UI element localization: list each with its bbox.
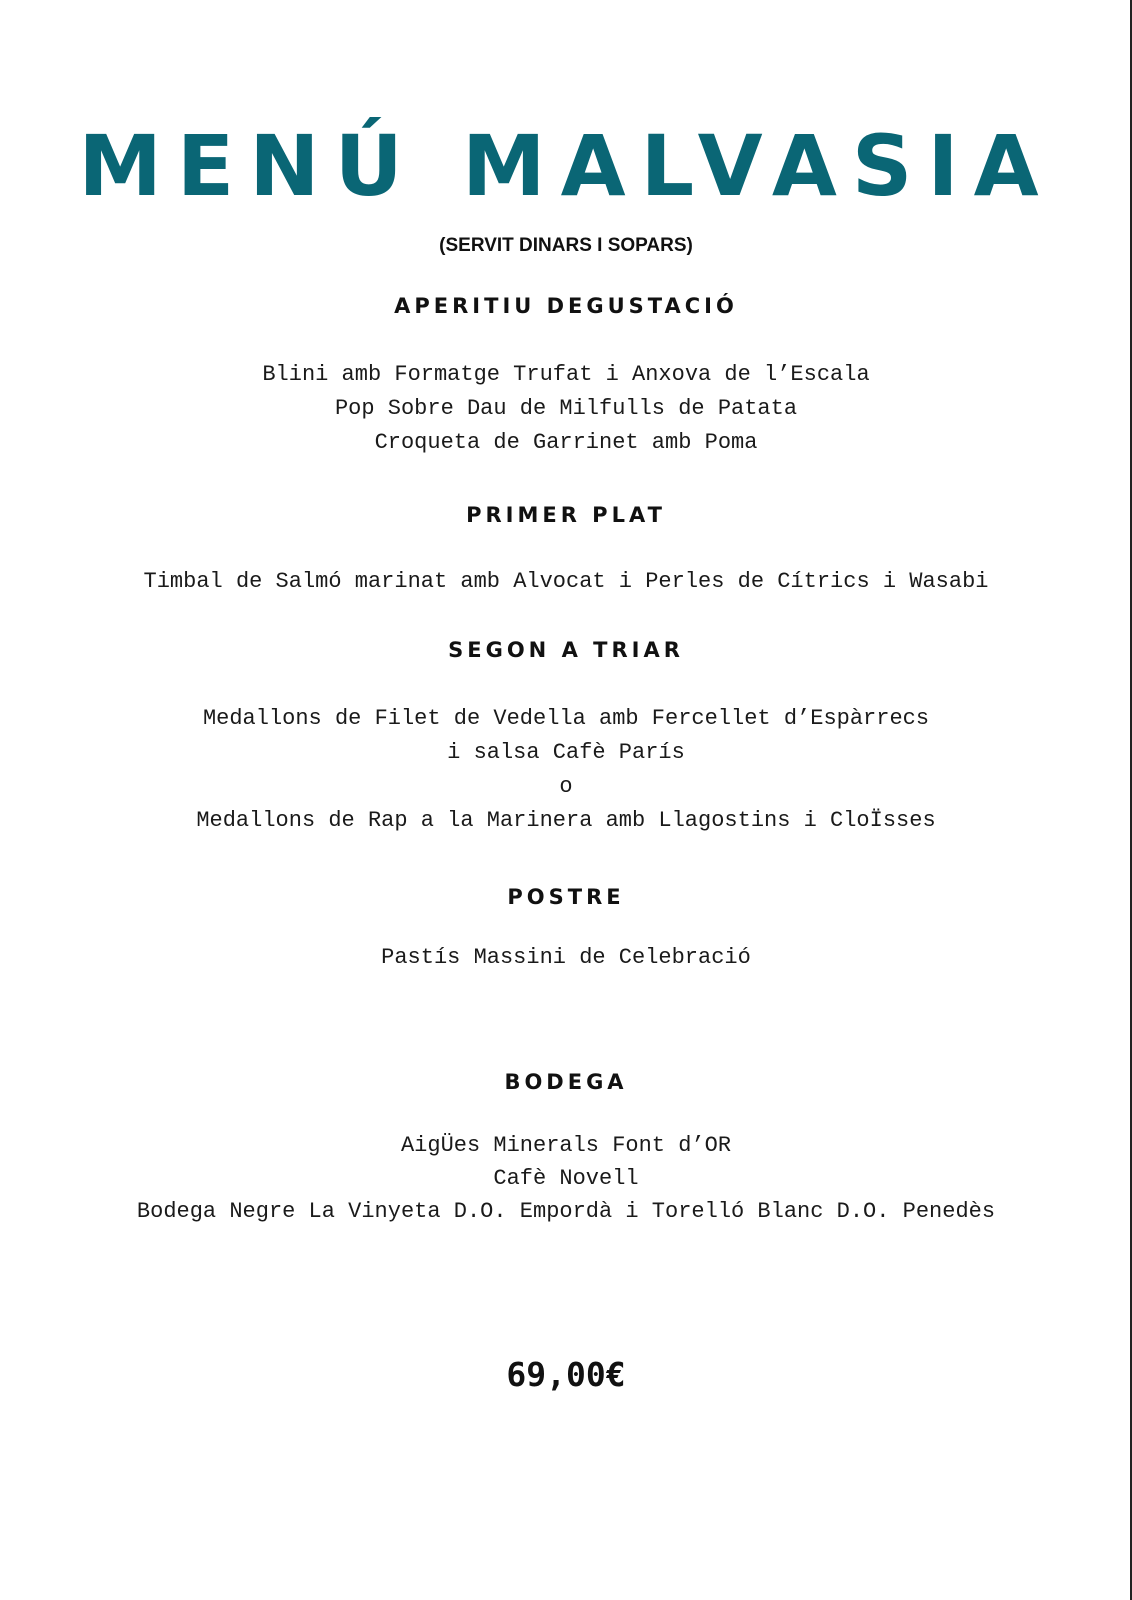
- drink-item: AigÜes Minerals Font d’OR: [400, 1133, 732, 1158]
- section-heading-postre: POSTRE: [507, 885, 625, 909]
- dish-item: Pastís Massini de Celebració: [381, 945, 751, 970]
- menu-price: 69,00€: [506, 1355, 626, 1394]
- dish-item: Pop Sobre Dau de Milfulls de Patata: [334, 396, 798, 421]
- dish-item: Medallons de Filet de Vedella amb Fercellet d’Espàrrecs: [202, 706, 930, 731]
- drink-item: Bodega Negre La Vinyeta D.O. Empordà i Torelló Blanc D.O. Penedès: [136, 1199, 996, 1224]
- dish-option-separator: o: [559, 774, 573, 799]
- section-heading-bodega: BODEGA: [504, 1070, 628, 1094]
- drink-item: Cafè Novell: [493, 1166, 639, 1191]
- section-heading-segon: SEGON A TRIAR: [448, 638, 684, 662]
- dish-item: Timbal de Salmó marinat amb Alvocat i Perles de Cítrics i Wasabi: [143, 569, 989, 594]
- dish-item: Medallons de Rap a la Marinera amb Llagostins i CloÏsses: [196, 808, 936, 833]
- menu-subtitle: (SERVIT DINARS I SOPARS): [439, 235, 693, 256]
- dish-item: Blini amb Formatge Trufat i Anxova de l’Escala: [262, 362, 870, 387]
- section-heading-aperitiu: APERITIU DEGUSTACIÓ: [394, 294, 738, 318]
- dish-item: i salsa Cafè París: [447, 740, 685, 765]
- section-heading-primer-plat: PRIMER PLAT: [466, 503, 666, 527]
- menu-title: MENÚ MALVASIA: [78, 117, 1054, 215]
- dish-item: Croqueta de Garrinet amb Poma: [374, 430, 758, 455]
